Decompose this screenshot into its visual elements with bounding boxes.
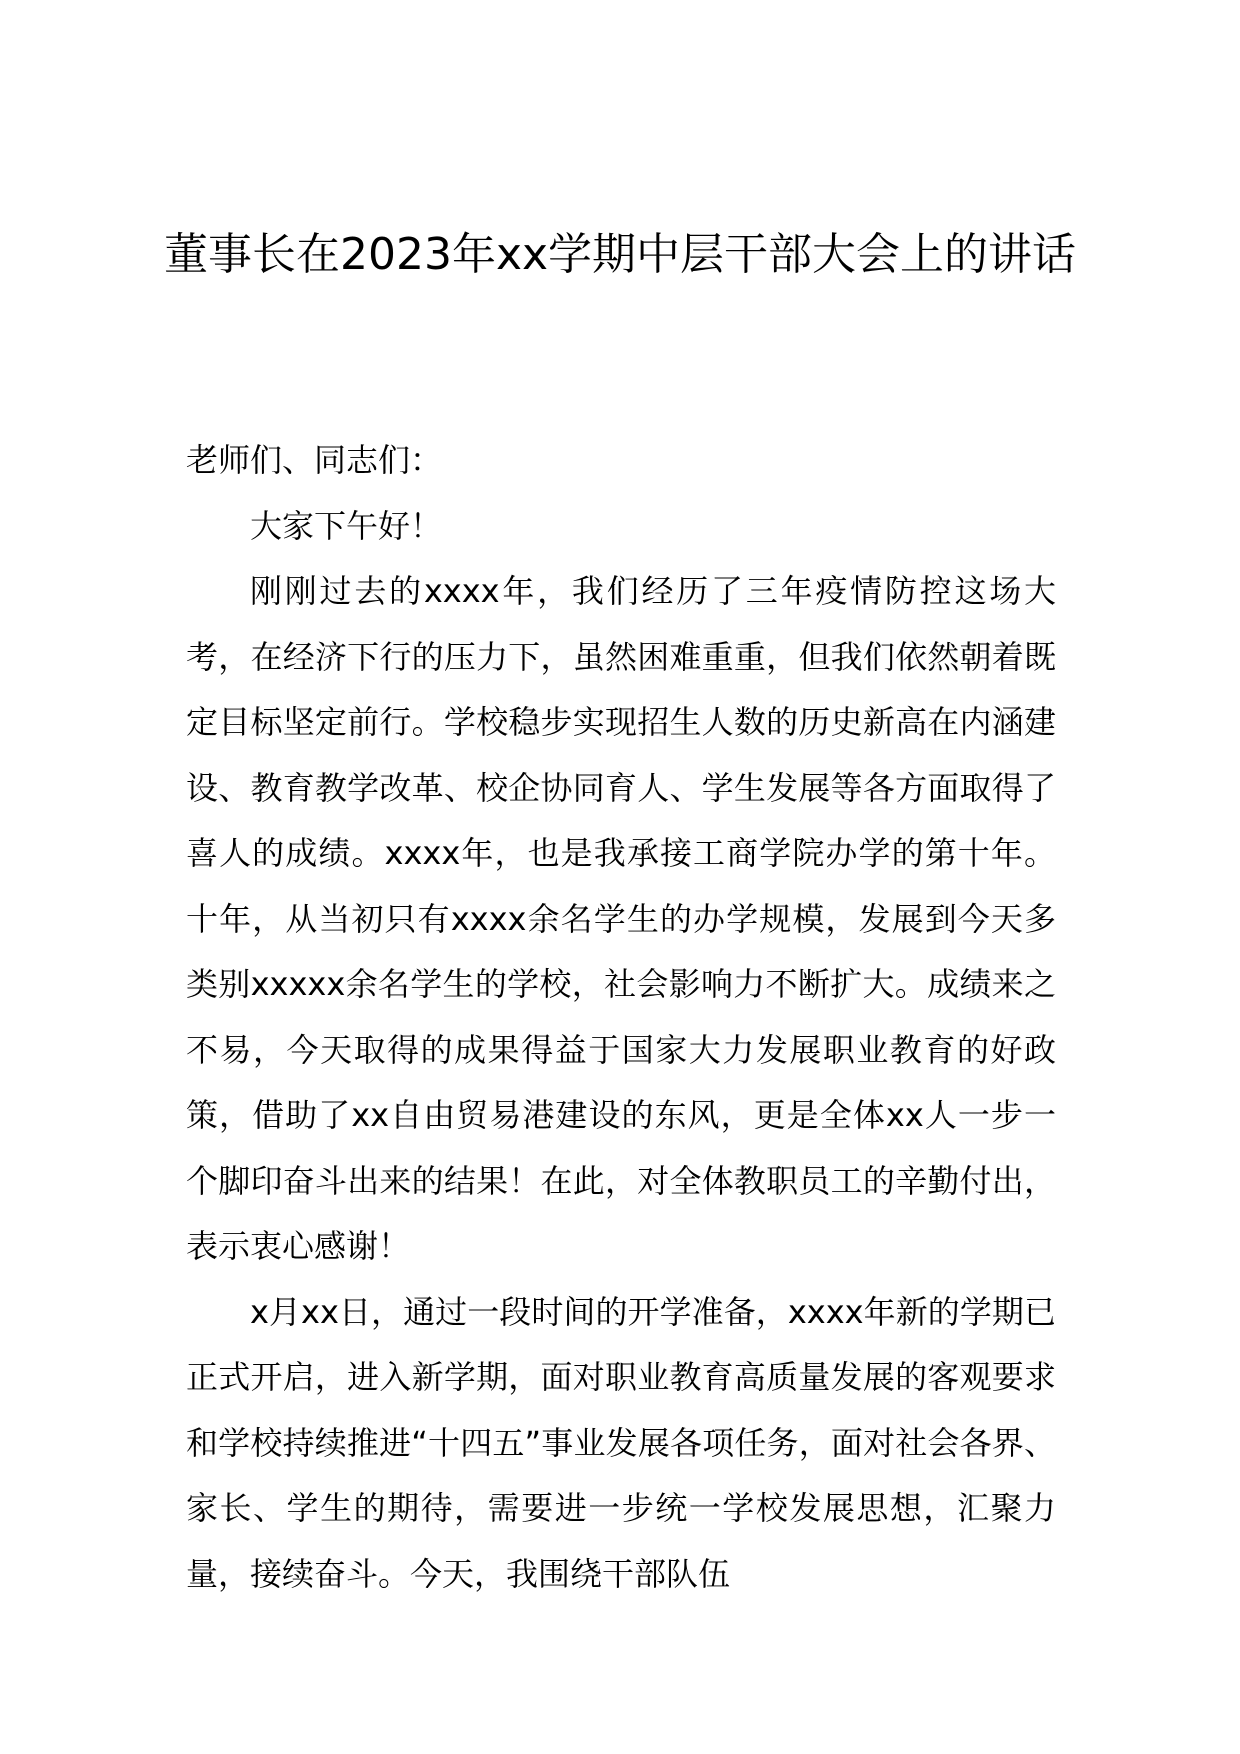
greeting: 大家下午好！ <box>250 506 443 545</box>
document-title: 董事长在2023年xx学期中层干部大会上的讲话 <box>163 229 1077 280</box>
document-body <box>186 428 1056 1607</box>
salutation: 老师们、同志们： <box>186 441 443 479</box>
paragraph-1: 刚刚过去的xxxx年，我们经历了三年疫情防控这场大考，在经济下行的压力下，虽然困难重重，但我们依然朝着既定目标坚定前行。学校稳步实现招生人数的历史新高在内涵建设、教育教学改革、校企协同育人、学生发展等各方面取得了喜人的成绩。xxxx年，也是我承接工商学院办学的第十年。十年，从当初只有xxxx余名学生的办学规模，发展到今天多类别xxxxx余名学生的学校，社会影响力不断扩大。成绩来之不易，今天取得的成果得益于国家大力发展职业教育的好政策，借助了xx自由贸易港建设的东风，更是全体xx人一步一个脚印奋斗出来的结果！在此，对全体教职员工的辛勤付出，表示衷心感谢！ <box>186 572 1056 1265</box>
paragraph-2: x月xx日，通过一段时间的开学准备，xxxx年新的学期已正式开启，进入新学期，面对职业教育高质量发展的客观要求和学校持续推进“十四五”事业发展各项任务，面对社会各界、家长、学生的期待，需要进一步统一学校发展思想，汇聚力量，接续奋斗。今天，我围绕干部队伍 <box>186 1292 1056 1593</box>
